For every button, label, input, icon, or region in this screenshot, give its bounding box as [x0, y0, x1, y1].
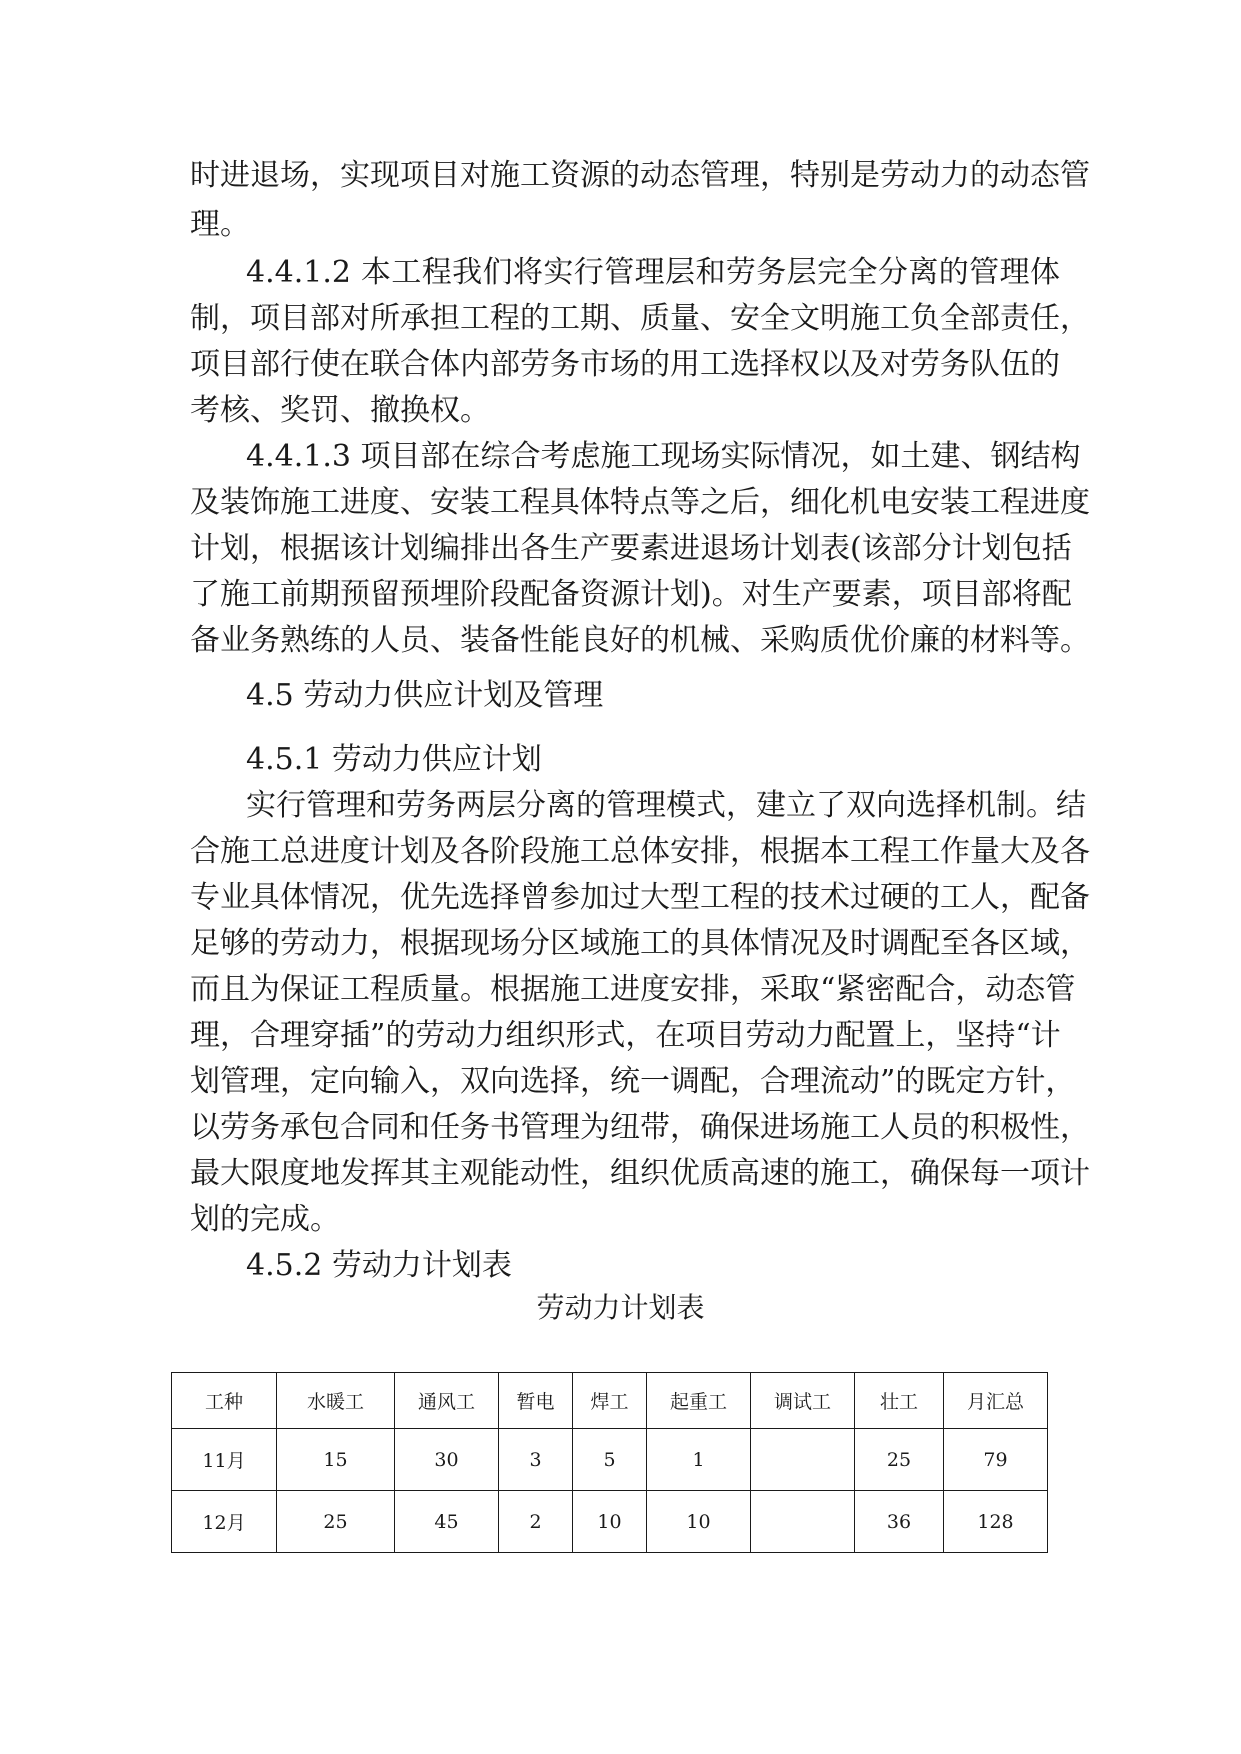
- table-cell: 2: [499, 1491, 573, 1553]
- paragraph-line: 理，合理穿插”的劳动力组织形式，在项目劳动力配置上，坚持“计: [190, 1018, 1061, 1053]
- paragraph-line: 项目部行使在联合体内部劳务市场的用工选择权以及对劳务队伍的: [190, 347, 1060, 382]
- table-header-cell: 水暖工: [277, 1373, 395, 1429]
- table-header-cell: 暂电: [499, 1373, 573, 1429]
- table-cell: 10: [647, 1491, 751, 1553]
- table-header-cell: 月汇总: [944, 1373, 1048, 1429]
- paragraph-line: 时进退场，实现项目对施工资源的动态管理，特别是劳动力的动态管: [190, 158, 1090, 193]
- paragraph-line: 计划，根据该计划编排出各生产要素进退场计划表(该部分计划包括: [190, 531, 1072, 566]
- table-header-cell: 壮工: [855, 1373, 944, 1429]
- paragraph-line: 划管理，定向输入，双向选择，统一调配，合理流动”的既定方针，: [190, 1064, 1076, 1099]
- section-4-4-1-3-line: 4.4.1.3 项目部在综合考虑施工现场实际情况，如土建、钢结构: [246, 439, 1081, 474]
- section-heading-4-5-2: 4.5.2 劳动力计划表: [246, 1248, 512, 1283]
- table-header-cell: 调试工: [751, 1373, 855, 1429]
- paragraph-line: 备业务熟练的人员、装备性能良好的机械、采购质优价廉的材料等。: [190, 623, 1090, 658]
- table-cell: [751, 1491, 855, 1553]
- paragraph-line: 而且为保证工程质量。根据施工进度安排，采取“紧密配合，动态管: [190, 972, 1076, 1007]
- table-header-cell: 起重工: [647, 1373, 751, 1429]
- table-title: 劳动力计划表: [536, 1291, 705, 1324]
- table-cell: [751, 1429, 855, 1491]
- table-header-cell: 焊工: [573, 1373, 647, 1429]
- paragraph-line: 合施工总进度计划及各阶段施工总体安排，根据本工程工作量大及各: [190, 834, 1090, 869]
- paragraph-line: 划的完成。: [190, 1202, 340, 1237]
- paragraph-line: 以劳务承包合同和任务书管理为纽带，确保进场施工人员的积极性，: [190, 1110, 1090, 1145]
- table-header-cell: 工种: [172, 1373, 277, 1429]
- labor-plan-table: [171, 1372, 1048, 1553]
- table-cell: 25: [855, 1429, 944, 1491]
- section-heading-4-5-1: 4.5.1 劳动力供应计划: [246, 742, 542, 777]
- paragraph-line: 及装饰施工进度、安装工程具体特点等之后，细化机电安装工程进度: [190, 485, 1090, 520]
- table-cell: 15: [277, 1429, 395, 1491]
- table-row: [172, 1429, 1048, 1491]
- paragraph-line: 制，项目部对所承担工程的工期、质量、安全文明施工负全部责任，: [190, 301, 1090, 336]
- table-cell: 36: [855, 1491, 944, 1553]
- paragraph-line: 考核、奖罚、撤换权。: [190, 393, 490, 428]
- table-cell: 5: [573, 1429, 647, 1491]
- table-header-row: [172, 1373, 1048, 1429]
- paragraph-line: 专业具体情况，优先选择曾参加过大型工程的技术过硬的工人，配备: [190, 880, 1090, 915]
- table-cell: 79: [944, 1429, 1048, 1491]
- table-cell: 128: [944, 1491, 1048, 1553]
- paragraph-line: 理。: [190, 207, 250, 242]
- table-header-cell: 通风工: [395, 1373, 499, 1429]
- paragraph-line: 了施工前期预留预埋阶段配备资源计划)。对生产要素，项目部将配: [190, 577, 1072, 612]
- table-cell: 10: [573, 1491, 647, 1553]
- table-cell: 12月: [172, 1491, 277, 1553]
- paragraph-line: 最大限度地发挥其主观能动性，组织优质高速的施工，确保每一项计: [190, 1156, 1090, 1191]
- table-cell: 11月: [172, 1429, 277, 1491]
- table-cell: 1: [647, 1429, 751, 1491]
- paragraph-line: 足够的劳动力，根据现场分区域施工的具体情况及时调配至各区域，: [190, 926, 1090, 961]
- section-heading-4-5: 4.5 劳动力供应计划及管理: [246, 678, 604, 713]
- section-4-4-1-2-line: 4.4.1.2 本工程我们将实行管理层和劳务层完全分离的管理体: [246, 255, 1060, 290]
- table-cell: 30: [395, 1429, 499, 1491]
- table-cell: 3: [499, 1429, 573, 1491]
- paragraph-line: 实行管理和劳务两层分离的管理模式，建立了双向选择机制。结: [246, 788, 1086, 823]
- table-cell: 25: [277, 1491, 395, 1553]
- table-cell: 45: [395, 1491, 499, 1553]
- table-row: [172, 1491, 1048, 1553]
